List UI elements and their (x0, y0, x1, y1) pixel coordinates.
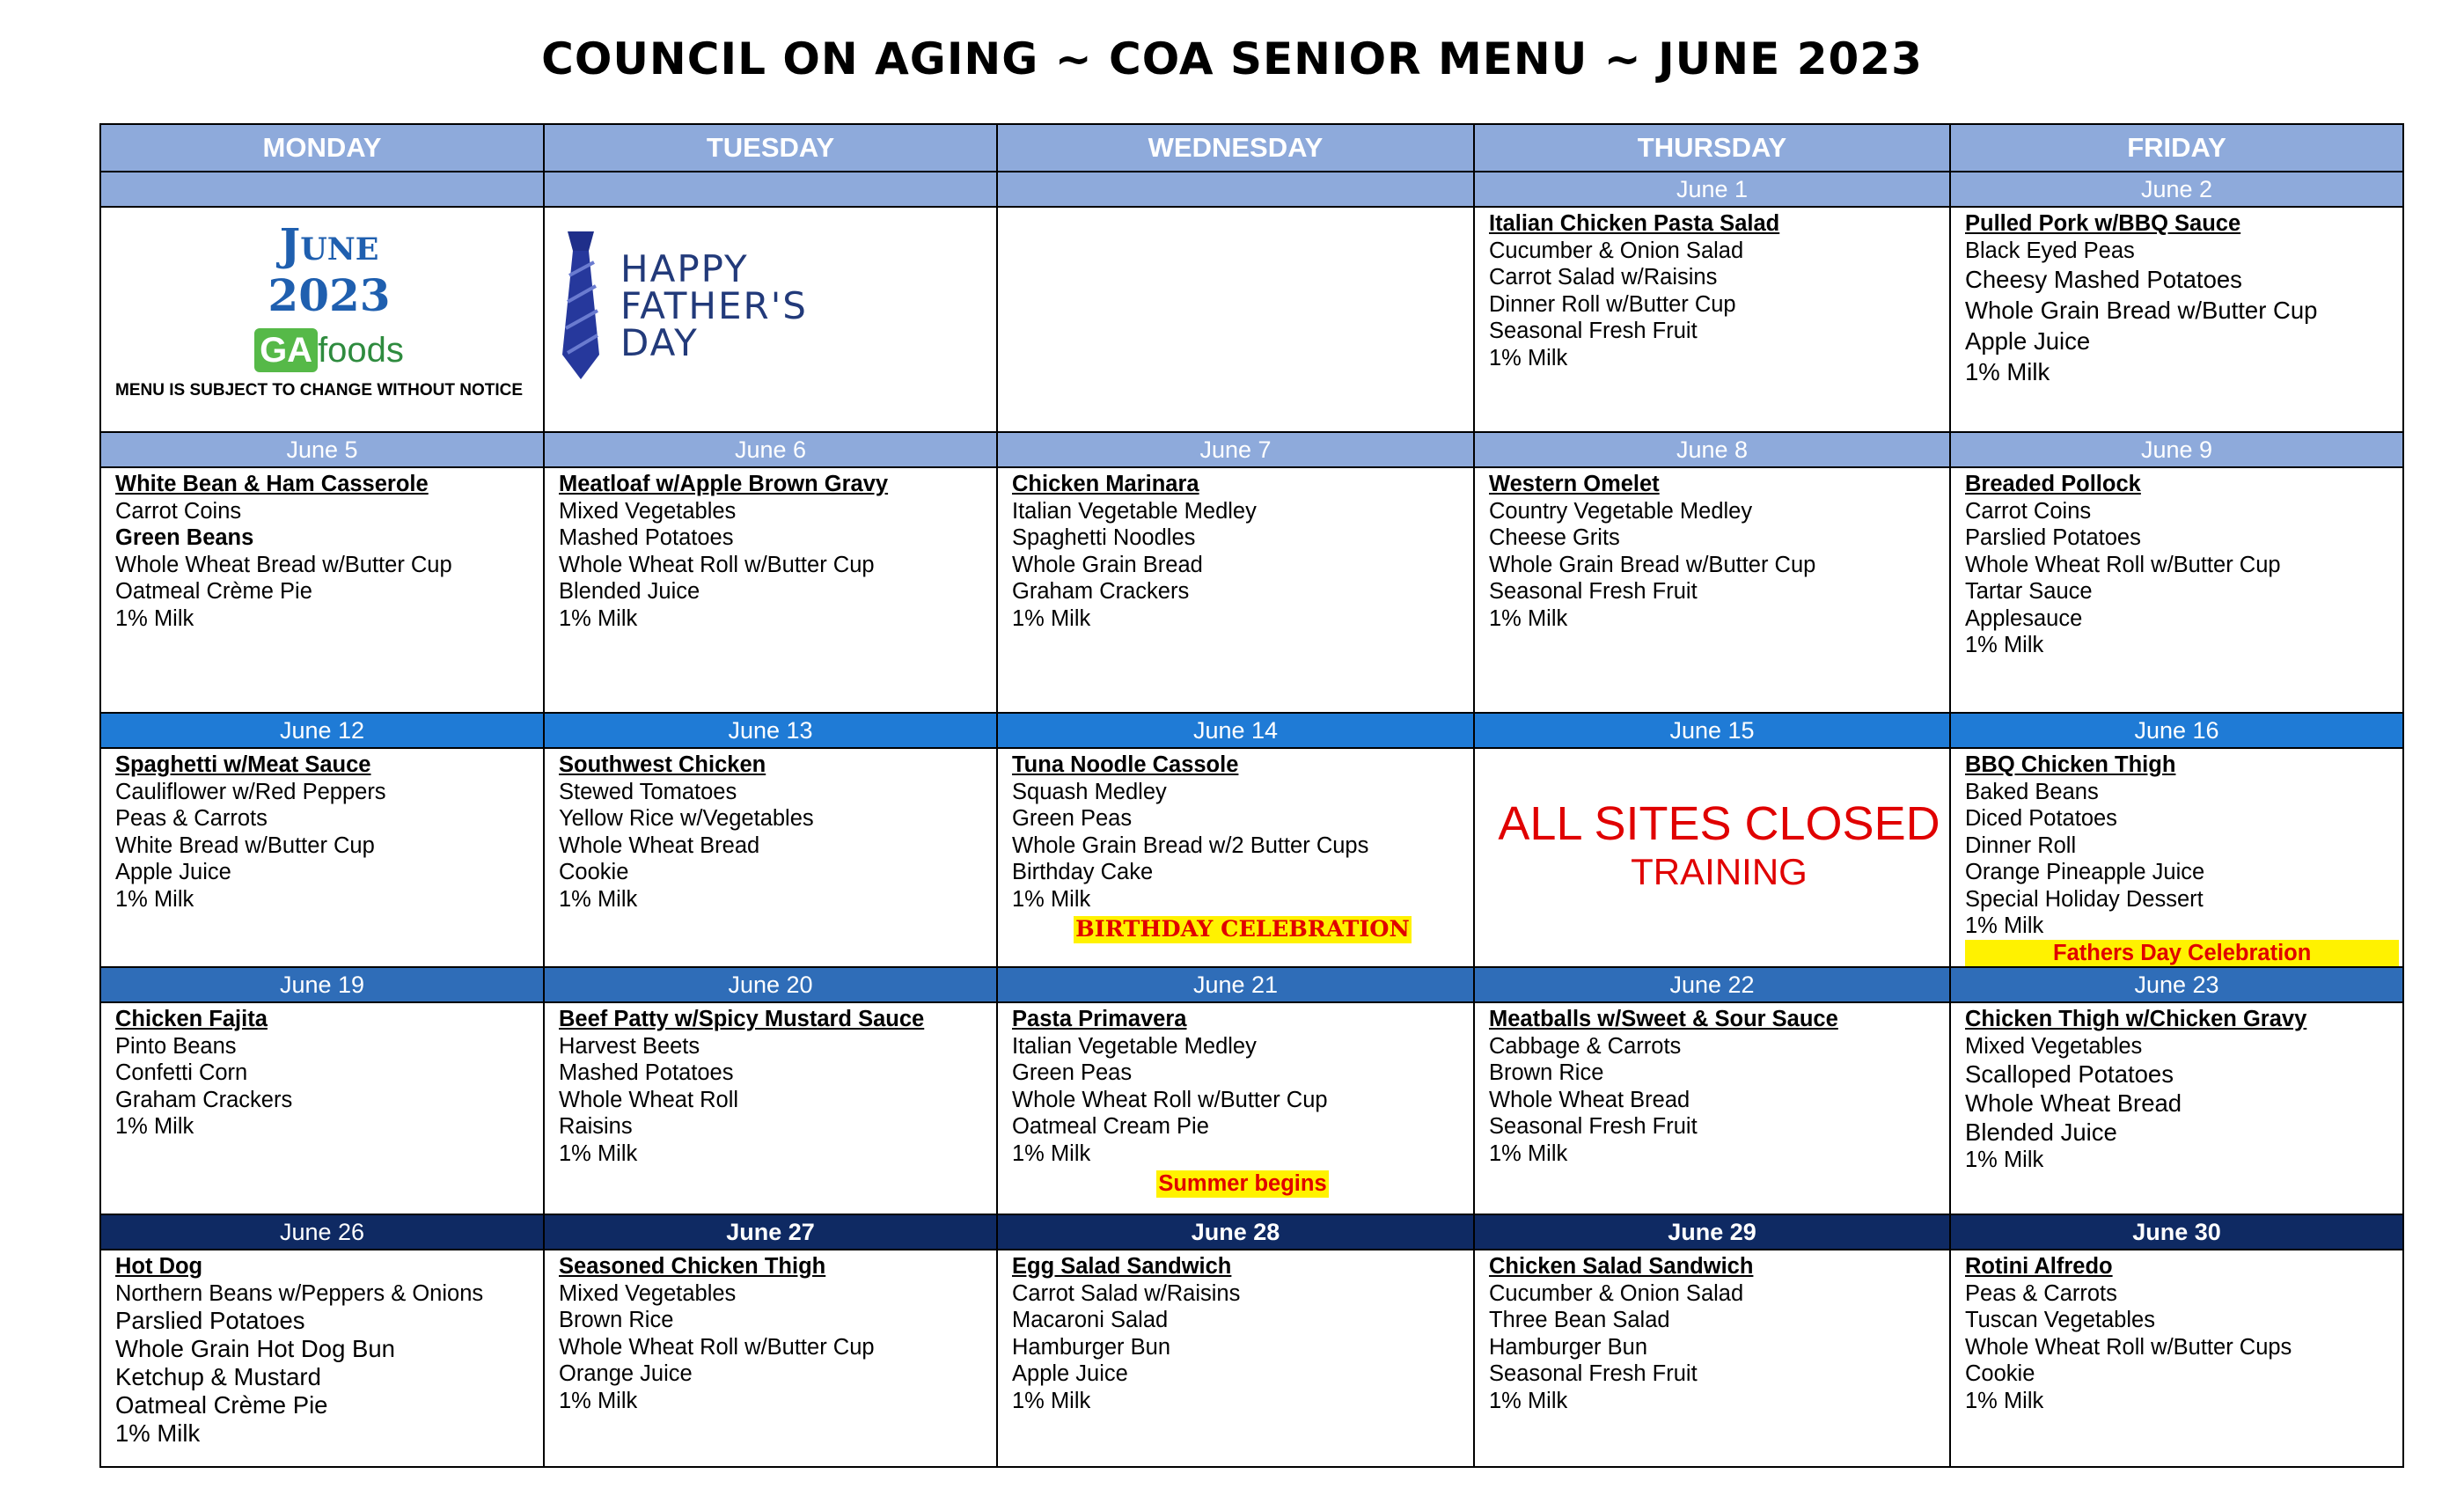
date-cell: June 22 (1474, 967, 1950, 1002)
menu-cell (1950, 1002, 2403, 1214)
menu-item: Harvest Beets (559, 1033, 700, 1059)
main-dish: BBQ Chicken Thigh (1965, 752, 2176, 777)
date-cell: June 14 (997, 713, 1474, 748)
closed-reason: TRAINING (1631, 851, 1808, 892)
closed-cell (1474, 748, 1950, 967)
menu-item: Green Peas (1012, 1060, 1133, 1085)
menu-calendar (99, 123, 2404, 1468)
menu-item: White Bread w/Butter Cup (115, 832, 375, 858)
date-cell: June 26 (100, 1214, 544, 1250)
menu-item: Baked Beans (1965, 779, 2099, 804)
fathers-day-cell (544, 207, 997, 432)
date-cell (544, 172, 997, 207)
menu-cell (100, 1002, 544, 1214)
date-row (100, 713, 2403, 748)
menu-cell (544, 1002, 997, 1214)
menu-item: 1% Milk (115, 1114, 194, 1139)
main-dish: Egg Salad Sandwich (1012, 1254, 1232, 1279)
menu-item: Whole Grain Bread (1012, 552, 1203, 577)
date-row (100, 172, 2403, 207)
menu-item: Parslied Potatoes (115, 1307, 305, 1334)
weekday-header: FRIDAY (1950, 124, 2403, 172)
menu-item: Diced Potatoes (1965, 806, 2117, 831)
menu-item: Whole Wheat Bread (1965, 1089, 2182, 1117)
menu-row (100, 1250, 2403, 1467)
menu-item: Mixed Vegetables (559, 1280, 737, 1306)
menu-cell (1950, 1250, 2403, 1467)
date-cell: June 16 (1950, 713, 2403, 748)
menu-item: Seasonal Fresh Fruit (1489, 1361, 1698, 1386)
menu-item: Whole Grain Bread w/Butter Cup (1489, 552, 1816, 577)
date-cell: June 12 (100, 713, 544, 748)
birthday-celebration-note: BIRTHDAY CELEBRATION (1075, 916, 1410, 942)
closed-notice (1489, 797, 1949, 894)
menu-item: Ketchup & Mustard (115, 1363, 321, 1390)
menu-item: Green Peas (1012, 806, 1133, 831)
menu-item: Whole Wheat Roll w/Butter Cup (559, 552, 875, 577)
menu-item: Tuscan Vegetables (1965, 1308, 2155, 1332)
date-cell (100, 172, 544, 207)
menu-item: Oatmeal Cream Pie (1012, 1114, 1209, 1139)
menu-item: Oatmeal Crème Pie (115, 579, 312, 604)
menu-item: Pinto Beans (115, 1033, 237, 1059)
logo-month: June (279, 218, 379, 270)
date-cell: June 29 (1474, 1214, 1950, 1250)
menu-item: Orange Juice (559, 1361, 693, 1386)
menu-item: 1% Milk (559, 886, 638, 912)
menu-item: 1% Milk (1965, 1388, 2044, 1413)
menu-item: Carrot Salad w/Raisins (1489, 265, 1718, 290)
menu-item: Seasonal Fresh Fruit (1489, 579, 1698, 604)
closed-title: ALL SITES CLOSED (1498, 797, 1940, 850)
menu-item: Mashed Potatoes (559, 1060, 734, 1085)
date-row (100, 1214, 2403, 1250)
menu-item: Mixed Vegetables (1965, 1033, 2143, 1059)
menu-cell (1474, 207, 1950, 432)
menu-item: Carrot Coins (1965, 498, 2092, 524)
menu-item: Special Holiday Dessert (1965, 886, 2204, 912)
menu-item: Seasonal Fresh Fruit (1489, 319, 1698, 343)
menu-item: 1% Milk (1012, 1140, 1091, 1166)
menu-item: 1% Milk (1489, 1140, 1568, 1166)
fd-line: HAPPY (620, 247, 749, 290)
menu-item: Apple Juice (1012, 1361, 1128, 1386)
menu-item: Brown Rice (559, 1308, 674, 1332)
date-cell: June 5 (100, 432, 544, 467)
main-dish: Western Omelet (1489, 472, 1660, 496)
menu-item: Graham Crackers (1012, 579, 1190, 604)
ga-word: foods (318, 331, 404, 370)
menu-item: Apple Juice (1965, 327, 2091, 355)
main-dish: Southwest Chicken (559, 752, 766, 777)
menu-item: Confetti Corn (115, 1060, 248, 1085)
menu-item: Whole Grain Hot Dog Bun (115, 1335, 395, 1362)
gafoods-logo (115, 328, 543, 372)
date-cell: June 21 (997, 967, 1474, 1002)
menu-item: Cheesy Mashed Potatoes (1965, 266, 2242, 293)
menu-item: Whole Wheat Roll w/Butter Cups (1965, 1334, 2292, 1360)
menu-item: 1% Milk (1965, 913, 2044, 938)
menu-item: Mashed Potatoes (559, 525, 734, 550)
menu-cell (1474, 1250, 1950, 1467)
menu-item: Scalloped Potatoes (1965, 1060, 2174, 1088)
menu-item: Three Bean Salad (1489, 1308, 1670, 1332)
menu-item: 1% Milk (1012, 605, 1091, 631)
fathers-day-graphic (559, 231, 996, 381)
main-dish: Beef Patty w/Spicy Mustard Sauce (559, 1007, 925, 1031)
menu-item: Mixed Vegetables (559, 498, 737, 524)
page-title: COUNCIL ON AGING ~ COA SENIOR MENU ~ JUNE 2023 (541, 33, 1923, 84)
date-cell: June 2 (1950, 172, 2403, 207)
menu-item: Apple Juice (115, 860, 231, 884)
menu-item: Carrot Coins (115, 498, 242, 524)
fd-line: FATHER'S (620, 284, 808, 327)
date-cell (997, 172, 1474, 207)
date-row (100, 967, 2403, 1002)
main-dish: Breaded Pollock (1965, 472, 2141, 496)
menu-cell (1474, 1002, 1950, 1214)
menu-item: Cauliflower w/Red Peppers (115, 779, 386, 804)
main-dish: Chicken Fajita (115, 1007, 268, 1031)
menu-item: Raisins (559, 1114, 633, 1139)
logo-cell (100, 207, 544, 432)
menu-cell (100, 1250, 544, 1467)
menu-row (100, 207, 2403, 432)
menu-cell (997, 467, 1474, 713)
menu-item: Yellow Rice w/Vegetables (559, 806, 814, 831)
menu-item: Brown Rice (1489, 1060, 1604, 1085)
menu-row (100, 1002, 2403, 1214)
menu-item: Whole Wheat Roll w/Butter Cup (1012, 1087, 1328, 1112)
menu-row (100, 748, 2403, 967)
menu-item: Carrot Salad w/Raisins (1012, 1280, 1241, 1306)
menu-cell (544, 1250, 997, 1467)
menu-item: Graham Crackers (115, 1087, 293, 1112)
menu-item: 1% Milk (115, 605, 194, 631)
weekday-header: MONDAY (100, 124, 544, 172)
menu-cell (997, 1002, 1474, 1214)
menu-cell (997, 748, 1474, 967)
menu-item: Seasonal Fresh Fruit (1489, 1114, 1698, 1139)
menu-cell (100, 467, 544, 713)
menu-item: Cookie (559, 860, 629, 884)
menu-item: Whole Wheat Bread (559, 832, 760, 858)
menu-item: Whole Wheat Roll w/Butter Cup (1965, 552, 2281, 577)
fd-line: DAY (620, 321, 699, 364)
menu-item: 1% Milk (559, 605, 638, 631)
menu-item: Whole Grain Bread w/2 Butter Cups (1012, 832, 1369, 858)
main-dish: Tuna Noodle Cassole (1012, 752, 1239, 777)
date-cell: June 13 (544, 713, 997, 748)
menu-item: Peas & Carrots (115, 806, 268, 831)
menu-item: Orange Pineapple Juice (1965, 860, 2205, 884)
menu-item: Cookie (1965, 1361, 2035, 1386)
menu-item: 1% Milk (115, 886, 194, 912)
fathers-day-text (620, 247, 808, 364)
menu-item: Whole Wheat Bread w/Butter Cup (115, 552, 452, 577)
menu-item: Italian Vegetable Medley (1012, 1033, 1257, 1059)
date-cell: June 1 (1474, 172, 1950, 207)
menu-item: Country Vegetable Medley (1489, 498, 1753, 524)
menu-item: 1% Milk (1965, 358, 2050, 385)
date-row (100, 432, 2403, 467)
menu-item: Hamburger Bun (1489, 1334, 1648, 1360)
date-cell: June 7 (997, 432, 1474, 467)
menu-cell (100, 748, 544, 967)
date-cell: June 20 (544, 967, 997, 1002)
date-cell: June 27 (544, 1214, 997, 1250)
date-cell: June 15 (1474, 713, 1950, 748)
menu-item: Green Beans (115, 525, 254, 550)
menu-item: 1% Milk (1965, 1148, 2044, 1172)
date-cell: June 19 (100, 967, 544, 1002)
date-cell: June 6 (544, 432, 997, 467)
menu-item: Blended Juice (1965, 1118, 2117, 1146)
menu-item: Oatmeal Crème Pie (115, 1391, 328, 1419)
weekday-header: TUESDAY (544, 124, 997, 172)
event-note-wrap (1012, 1170, 1473, 1198)
menu-item: 1% Milk (559, 1140, 638, 1166)
menu-item: Dinner Roll (1965, 832, 2077, 858)
menu-item: 1% Milk (1489, 345, 1568, 370)
menu-item: Tartar Sauce (1965, 579, 2093, 604)
menu-item: 1% Milk (1965, 633, 2044, 657)
menu-item: Cabbage & Carrots (1489, 1033, 1682, 1059)
menu-cell (544, 748, 997, 967)
main-dish: Meatballs w/Sweet & Sour Sauce (1489, 1007, 1838, 1031)
necktie-icon (559, 231, 603, 381)
date-cell: June 8 (1474, 432, 1950, 467)
menu-item: Birthday Cake (1012, 860, 1154, 884)
weekday-header: WEDNESDAY (997, 124, 1474, 172)
menu-item: Hamburger Bun (1012, 1334, 1171, 1360)
menu-item: Squash Medley (1012, 779, 1167, 804)
main-dish: White Bean & Ham Casserole (115, 472, 429, 496)
ga-mark: GA (254, 328, 318, 372)
date-cell: June 9 (1950, 432, 2403, 467)
menu-item: Italian Vegetable Medley (1012, 498, 1257, 524)
menu-item: 1% Milk (1489, 605, 1568, 631)
main-dish: Chicken Salad Sandwich (1489, 1254, 1754, 1279)
main-dish: Chicken Thigh w/Chicken Gravy (1965, 1007, 2307, 1031)
empty-cell (997, 207, 1474, 432)
menu-item: 1% Milk (115, 1419, 201, 1447)
event-note-wrap (1012, 916, 1473, 943)
menu-item: Cucumber & Onion Salad (1489, 238, 1744, 263)
menu-cell (1950, 748, 2403, 967)
date-cell: June 23 (1950, 967, 2403, 1002)
menu-item: Cucumber & Onion Salad (1489, 1280, 1744, 1306)
menu-item: Blended Juice (559, 579, 700, 604)
date-cell: June 30 (1950, 1214, 2403, 1250)
menu-cell (544, 467, 997, 713)
menu-item: Black Eyed Peas (1965, 238, 2135, 263)
main-dish: Pulled Pork w/BBQ Sauce (1965, 211, 2241, 236)
main-dish: Spaghetti w/Meat Sauce (115, 752, 371, 777)
menu-item: 1% Milk (1012, 1388, 1091, 1413)
menu-item: Northern Beans w/Peppers & Onions (115, 1280, 484, 1306)
menu-item: Macaroni Salad (1012, 1308, 1169, 1332)
menu-row (100, 467, 2403, 713)
change-notice: MENU IS SUBJECT TO CHANGE WITHOUT NOTICE (115, 381, 524, 400)
menu-item: Whole Grain Bread w/Butter Cup (1965, 297, 2318, 324)
menu-item: Cheese Grits (1489, 525, 1620, 550)
menu-cell (1950, 207, 2403, 432)
main-dish: Pasta Primavera (1012, 1007, 1187, 1031)
menu-item: Dinner Roll w/Butter Cup (1489, 291, 1736, 317)
menu-item: Whole Wheat Roll (559, 1087, 739, 1112)
menu-item: Applesauce (1965, 605, 2083, 631)
menu-item: Whole Wheat Bread (1489, 1087, 1690, 1112)
event-note-wrap (1965, 940, 2402, 967)
date-cell: June 28 (997, 1214, 1474, 1250)
main-dish: Rotini Alfredo (1965, 1254, 2113, 1279)
weekday-header: THURSDAY (1474, 124, 1950, 172)
menu-item: Peas & Carrots (1965, 1280, 2117, 1306)
weekday-header-row (100, 124, 2403, 172)
logo-year: 2023 (268, 269, 391, 321)
main-dish: Seasoned Chicken Thigh (559, 1254, 826, 1279)
menu-cell (997, 1250, 1474, 1467)
menu-cell (1950, 467, 2403, 713)
menu-cell (1474, 467, 1950, 713)
menu-item: 1% Milk (1012, 886, 1091, 912)
menu-item: Stewed Tomatoes (559, 779, 737, 804)
menu-item: Spaghetti Noodles (1012, 525, 1196, 550)
main-dish: Chicken Marinara (1012, 472, 1199, 496)
june-2023-logo (115, 219, 543, 321)
main-dish: Meatloaf w/Apple Brown Gravy (559, 472, 889, 496)
fathers-day-note: Fathers Day Celebration (1965, 940, 2399, 967)
menu-item: Parslied Potatoes (1965, 525, 2141, 550)
menu-item: Whole Wheat Roll w/Butter Cup (559, 1334, 875, 1360)
main-dish: Italian Chicken Pasta Salad (1489, 211, 1780, 236)
menu-item: 1% Milk (1489, 1388, 1568, 1413)
main-dish: Hot Dog (115, 1254, 203, 1279)
summer-begins-note: Summer begins (1158, 1171, 1327, 1196)
menu-item: 1% Milk (559, 1388, 638, 1413)
